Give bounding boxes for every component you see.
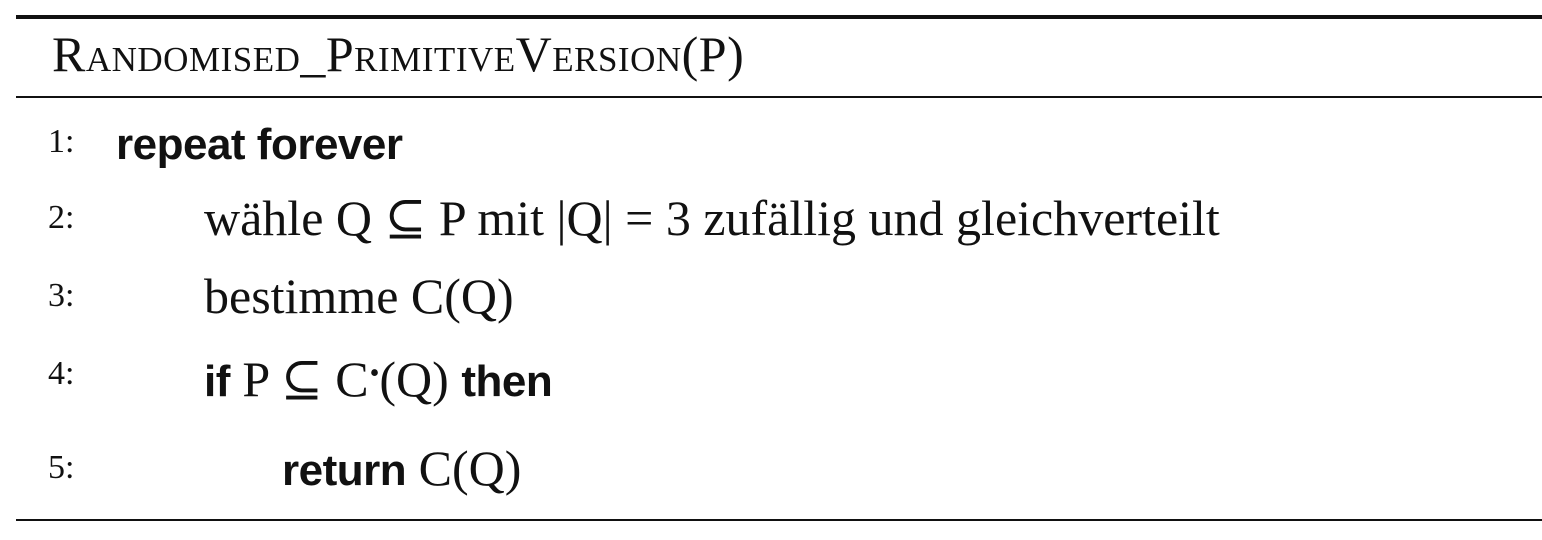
bottom-rule: [16, 519, 1542, 521]
line-number: 1:: [48, 123, 75, 160]
algorithm-title: Randomised_PrimitiveVersion(P): [52, 26, 745, 82]
return-value: C(Q): [418, 440, 522, 496]
line-number: 4:: [48, 355, 75, 392]
line-content: wähle Q ⊆ P mit |Q| = 3 zufällig und gleichverteilt: [204, 190, 1220, 246]
line-content: [116, 112, 402, 175]
line-number: 5:: [48, 449, 75, 486]
top-rule: [16, 15, 1542, 19]
line-number: 2:: [48, 199, 75, 236]
keyword-if: if: [204, 357, 230, 406]
header-rule: [16, 96, 1542, 98]
keyword-repeat-forever: repeat forever: [116, 120, 403, 169]
line-number: 3:: [48, 277, 75, 314]
line-content: [282, 438, 521, 501]
line-content: bestimme C(Q): [204, 268, 514, 324]
condition-before: P ⊆ C: [242, 351, 369, 407]
keyword-then: then: [461, 357, 553, 406]
line-content: [204, 344, 552, 412]
condition-after: (Q): [379, 351, 449, 407]
keyword-return: return: [282, 446, 407, 495]
bullet-superscript: •: [369, 358, 380, 389]
